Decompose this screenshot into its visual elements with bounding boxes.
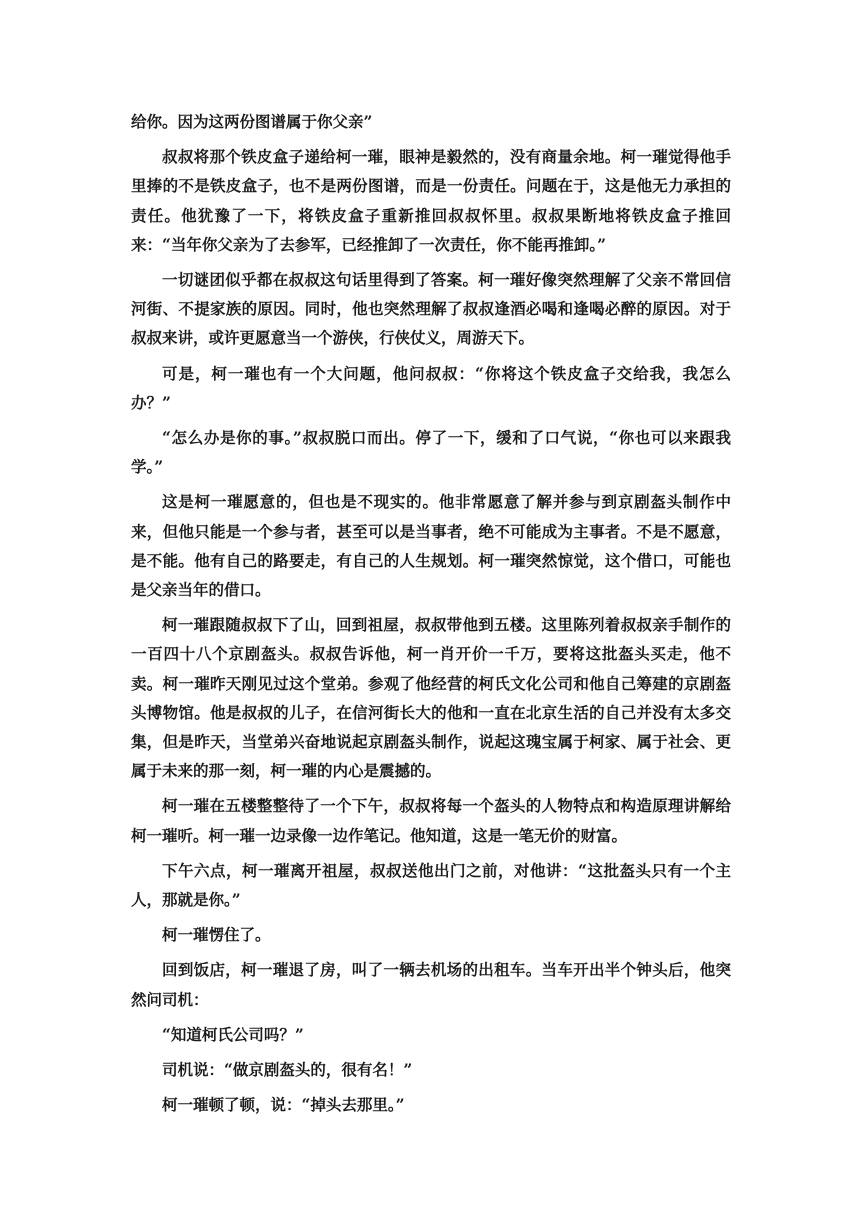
paragraph-2: 叔叔将那个铁皮盒子递给柯一璀，眼神是毅然的，没有商量余地。柯一璀觉得他手里捧的不是铁皮盒子，也不是两份图谱，而是一份责任。问题在于，这是他无力承担的责任。他犹豫了一下，将铁皮盒子重新推回叔叔怀里。叔叔果断地将铁皮盒子推回来：“当年你父亲为了去参军，已经推卸了一次责任，你不能再推卸。”	[131, 147, 731, 254]
paragraph-4: 可是，柯一璀也有一个大问题，他问叔叔：“你将这个铁皮盒子交给我，我怎么办？”	[131, 363, 731, 412]
paragraph-7: 柯一璀跟随叔叔下了山，回到祖屋，叔叔带他到五楼。这里陈列着叔叔亲手制作的一百四十八个京剧盔头。叔叔告诉他，柯一肖开价一千万，要将这批盔头买走，他不卖。柯一璀昨天刚见过这个堂弟。参观了他经营的柯氏文化公司和他自己筹建的京剧盔头博物馆。他是叔叔的儿子，在信河街长大的他和一直在北京生活的自己并没有太多交集，但是昨天，当堂弟兴奋地说起京剧盔头制作，说起这瑰宝属于柯家、属于社会、更属于未来的那一刻，柯一璀的内心是震撼的。	[131, 615, 731, 781]
paragraph-10: 柯一璀愣住了。	[162, 925, 271, 945]
paragraph-9: 下午六点，柯一璀离开祖屋，叔叔送他出门之前，对他讲：“这批盔头只有一个主人，那就是你。”	[131, 860, 731, 910]
paragraph-12: “知道柯氏公司吗？”	[162, 1024, 304, 1044]
paragraph-1: 给你。因为这两份图谱属于你父亲”	[131, 112, 373, 131]
paragraph-8: 柯一璀在五楼整整待了一个下午，叔叔将每一个盔头的人物特点和构造原理讲解给柯一璀听。柯一璀一边录像一边作笔记。他知道，这是一笔无价的财富。	[131, 796, 731, 845]
paragraph-13: 司机说：“做京剧盔头的，很有名！”	[162, 1060, 413, 1080]
paragraph-5: “怎么办是你的事。”叔叔脱口而出。停了一下，缓和了口气说，“你也可以来跟我学。”	[131, 428, 731, 477]
paragraph-6: 这是柯一璀愿意的，但也是不现实的。他非常愿意了解并参与到京剧盔头制作中来，但他只能是一个参与者，甚至可以是当事者，绝不可能成为主事者。不是不愿意，是不能。他有自己的路要走，有自己的人生规划。柯一璀突然惊觉，这个借口，可能也是父亲当年的借口。	[131, 492, 731, 600]
story-text	[131, 107, 731, 1126]
paragraph-14: 柯一璀顿了顿，说：“掉头去那里。”	[162, 1095, 405, 1115]
paragraph-3: 一切谜团似乎都在叔叔这句话里得到了答案。柯一璀好像突然理解了父亲不常回信河街、不提家族的原因。同时，他也突然理解了叔叔逢酒必喝和逢喝必醉的原因。对于叔叔来讲，或许更愿意当一个游侠，行侠仗义，周游天下。	[131, 270, 731, 348]
paragraph-11: 回到饭店，柯一璀退了房，叫了一辆去机场的出租车。当车开出半个钟头后，他突然问司机：	[131, 960, 731, 1009]
